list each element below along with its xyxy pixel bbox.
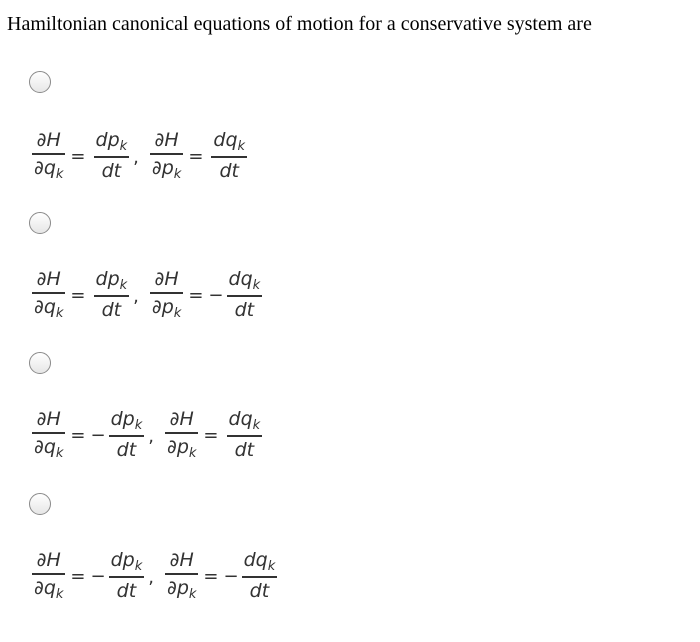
dH-dp-fraction: $\frac{\partial H}{\partial p_k}$ xyxy=(151,268,182,321)
equals-sign: = xyxy=(70,284,86,306)
sign-1: − xyxy=(90,424,106,446)
comma: , xyxy=(133,285,139,307)
equals-sign: = xyxy=(70,145,86,167)
dq-dt-fraction: $\frac{dq_k}{dt}$ xyxy=(228,408,261,461)
dH-dq-fraction: $\frac{\partial H}{\partial q_k}$ xyxy=(34,549,64,602)
dp-dt-fraction: $\frac{dp_k}{dt}$ xyxy=(95,268,128,321)
comma: , xyxy=(133,146,139,168)
equals-sign: = xyxy=(70,424,86,446)
sign-2: − xyxy=(208,284,224,306)
equals-sign: = xyxy=(188,145,204,167)
question-text: Hamiltonian canonical equations of motion for a conservative system are xyxy=(7,13,592,35)
dH-dq-fraction: $\frac{\partial H}{\partial q_k}$ xyxy=(34,408,64,461)
option-1-equation xyxy=(32,126,247,186)
option-4-radio[interactable] xyxy=(29,493,51,515)
dH-dp-fraction: $\frac{\partial H}{\partial p_k}$ xyxy=(167,549,197,602)
option-2-equation xyxy=(32,265,262,325)
dH-dp-fraction: $\frac{\partial H}{\partial p_k}$ xyxy=(167,408,197,461)
dp-dt-fraction: $\frac{dp_k}{dt}$ xyxy=(95,129,128,182)
sign-1: − xyxy=(90,565,106,587)
option-2-radio[interactable] xyxy=(29,212,51,234)
dH-dq-fraction: $\frac{\partial H}{\partial q_k}$ xyxy=(34,268,64,321)
dp-dt-fraction: $\frac{dp_k}{dt}$ xyxy=(110,549,143,602)
equals-sign: = xyxy=(203,565,219,587)
equals-sign: = xyxy=(188,284,204,306)
comma: , xyxy=(148,566,154,588)
dq-dt-fraction: $\frac{dq_k}{dt}$ xyxy=(243,549,276,602)
option-3-equation xyxy=(32,405,262,465)
dq-dt-fraction: $\frac{dq_k}{dt}$ xyxy=(228,268,261,321)
option-3-radio[interactable] xyxy=(29,352,51,374)
dq-dt-fraction: $\frac{dq_k}{dt}$ xyxy=(213,129,246,182)
equals-sign: = xyxy=(70,565,86,587)
dH-dp-fraction: $\frac{\partial H}{\partial p_k}$ xyxy=(151,129,182,182)
option-4-equation xyxy=(32,546,277,606)
sign-2: − xyxy=(223,565,239,587)
dp-dt-fraction: $\frac{dp_k}{dt}$ xyxy=(110,408,143,461)
dH-dq-fraction: $\frac{\partial H}{\partial q_k}$ xyxy=(34,129,64,182)
comma: , xyxy=(148,425,154,447)
equals-sign: = xyxy=(203,424,219,446)
option-1-radio[interactable] xyxy=(29,71,51,93)
